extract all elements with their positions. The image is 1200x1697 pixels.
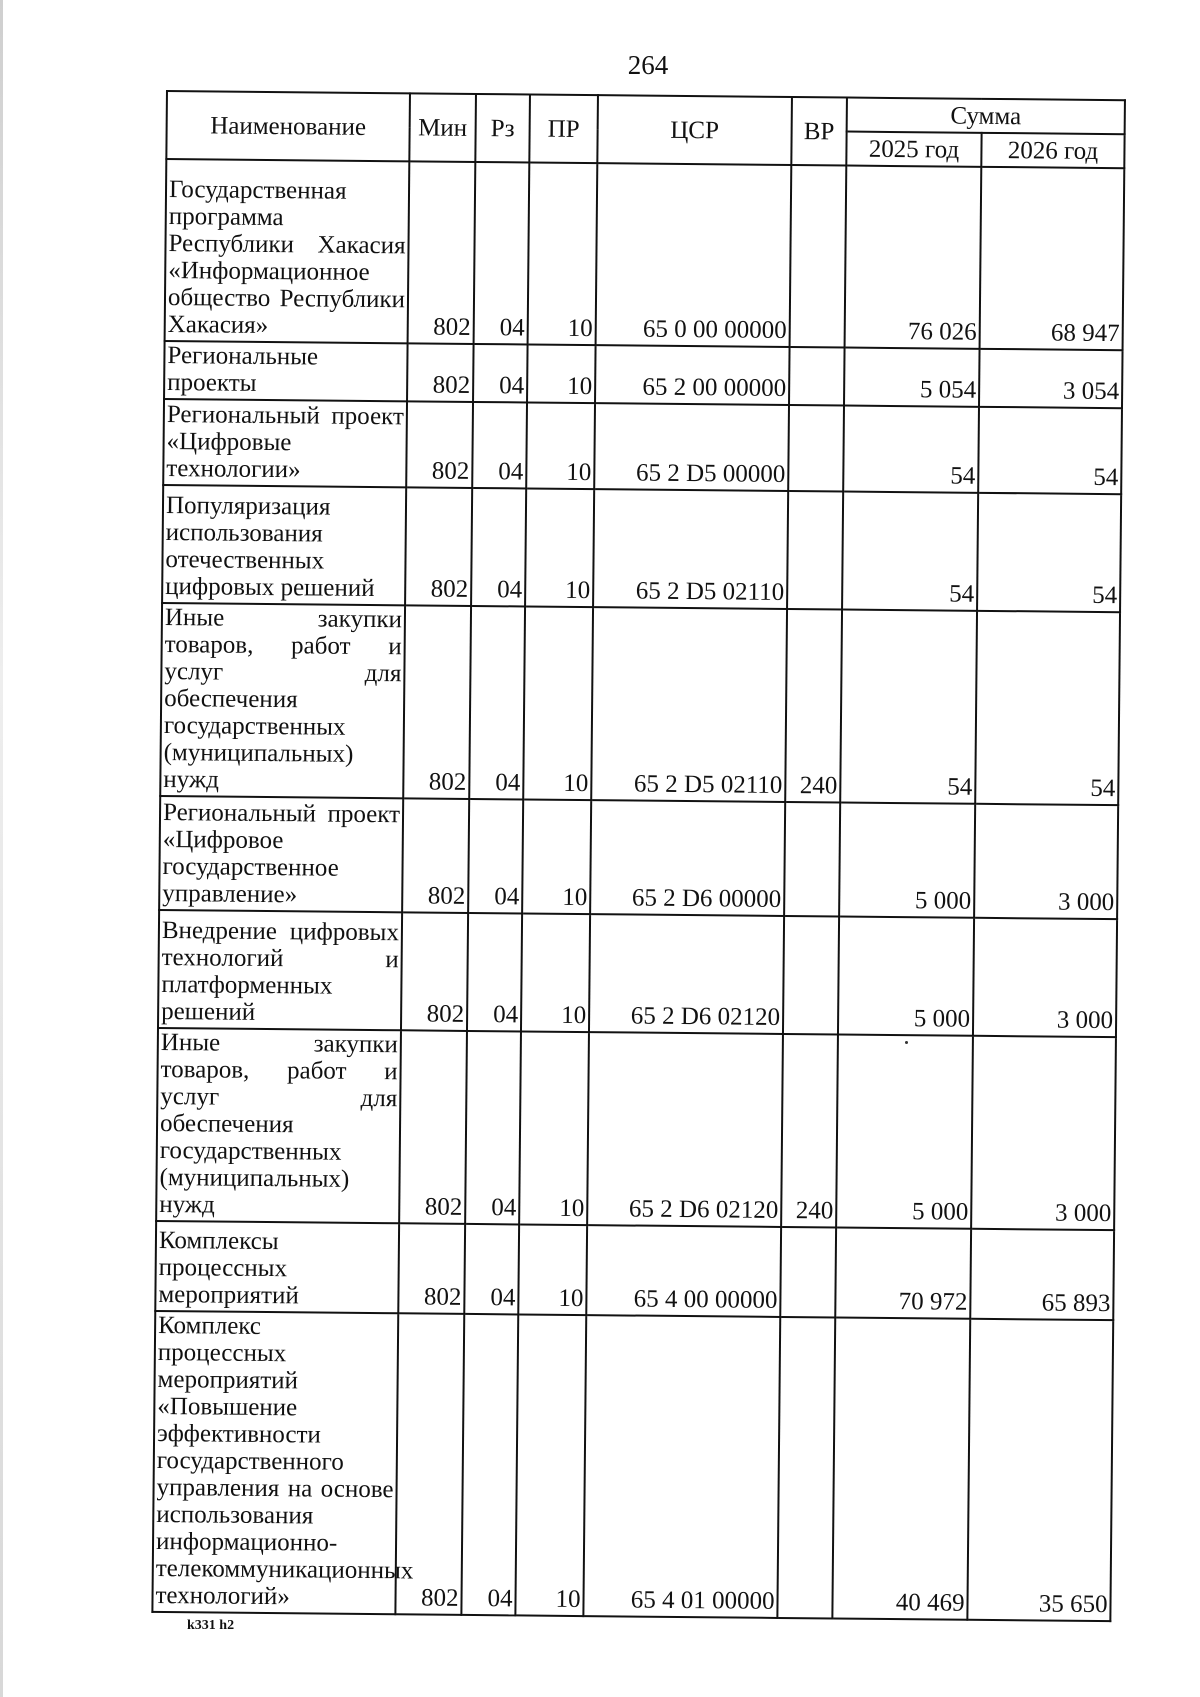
table-row <box>160 603 1120 805</box>
row-name: Комплексы процессных мероприятий <box>155 1221 399 1313</box>
row-pr: 10 <box>527 344 596 403</box>
row-rz: 04 <box>473 344 528 403</box>
row-sum-2026: 65 893 <box>970 1229 1114 1320</box>
header-pr: ПР <box>529 94 598 163</box>
header-rz: Рз <box>475 94 530 163</box>
page-number: 264 <box>627 50 669 80</box>
row-sum-2025: 5 000 <box>838 916 974 1035</box>
row-pr: 10 <box>515 1314 586 1616</box>
row-csr: 65 2 00 00000 <box>595 345 790 405</box>
header-vr: ВР <box>791 97 847 166</box>
row-vr: 240 <box>781 1034 838 1228</box>
row-vr <box>788 405 844 492</box>
row-sum-2025: 5 000 <box>836 1034 973 1228</box>
budget-table-container <box>151 90 1124 1622</box>
table-row <box>162 485 1121 612</box>
row-pr: 10 <box>518 1224 587 1315</box>
row-min: 802 <box>407 343 474 402</box>
row-sum-2025: 40 469 <box>832 1317 970 1619</box>
table-body <box>152 159 1124 1621</box>
table-header <box>166 91 1125 168</box>
row-pr: 10 <box>528 162 598 345</box>
row-sum-2025: 54 <box>842 492 978 611</box>
row-vr <box>790 165 847 348</box>
row-pr: 10 <box>526 402 595 489</box>
row-pr: 10 <box>522 799 591 914</box>
row-rz: 04 <box>468 799 523 914</box>
row-vr <box>783 916 839 1035</box>
row-name: Региональные проекты <box>164 341 408 401</box>
row-min: 802 <box>405 487 472 606</box>
row-csr: 65 2 D6 02120 <box>589 914 784 1034</box>
row-min: 802 <box>395 1313 464 1615</box>
table-row <box>159 796 1118 919</box>
row-rz: 04 <box>464 1224 519 1315</box>
table-row <box>164 341 1123 408</box>
footer-code: k331 h2 <box>187 1618 235 1633</box>
row-sum-2025: 76 026 <box>845 166 982 349</box>
row-csr: 65 4 00 00000 <box>586 1225 781 1317</box>
row-csr: 65 2 D5 00000 <box>594 403 789 491</box>
header-sum: Сумма <box>847 98 1125 135</box>
row-vr: 240 <box>785 609 842 803</box>
row-name: Популяризация использования отечественных цифровых решений <box>162 485 406 605</box>
row-rz: 04 <box>471 488 526 607</box>
row-sum-2026: 68 947 <box>980 167 1125 350</box>
table-row <box>158 910 1117 1037</box>
scan-edge <box>0 0 3 1697</box>
table-row <box>155 1221 1114 1320</box>
row-sum-2025: 54 <box>840 610 977 804</box>
row-min: 802 <box>406 401 473 488</box>
row-sum-2026: 3 000 <box>974 804 1118 919</box>
row-csr: 65 4 01 00000 <box>583 1315 780 1618</box>
row-rz: 04 <box>465 1031 521 1225</box>
row-rz: 04 <box>474 162 530 345</box>
header-year-2025: 2025 год <box>846 132 981 167</box>
table-row <box>165 159 1125 350</box>
row-name: Комплекс процессных мероприятий «Повышение эффективности государственного управления на основе использования информационно-телекоммуникационных технологий» <box>152 1311 398 1614</box>
row-csr: 65 2 D5 02110 <box>593 489 788 609</box>
row-sum-2025: 5 000 <box>839 803 975 918</box>
row-rz: 04 <box>469 606 525 800</box>
row-csr: 65 2 D5 02110 <box>591 607 787 802</box>
table-row <box>156 1028 1116 1230</box>
row-csr: 65 0 00 00000 <box>596 163 792 347</box>
row-min: 802 <box>402 798 469 913</box>
row-vr <box>789 347 845 406</box>
row-sum-2026: 3 054 <box>979 349 1123 408</box>
row-sum-2026: 3 000 <box>973 918 1117 1037</box>
row-sum-2026: 54 <box>977 493 1121 612</box>
row-vr <box>780 1227 836 1318</box>
row-min: 802 <box>401 912 468 1031</box>
row-min: 802 <box>398 1223 465 1314</box>
row-rz: 04 <box>461 1314 518 1616</box>
row-sum-2025: 54 <box>843 406 979 493</box>
row-min: 802 <box>403 605 471 799</box>
table-row <box>152 1311 1113 1621</box>
row-vr <box>787 491 843 610</box>
row-sum-2026: 35 650 <box>967 1319 1113 1621</box>
row-min: 802 <box>399 1030 467 1224</box>
row-pr: 10 <box>523 606 593 800</box>
row-name: Региональный проект «Цифровое государственное управление» <box>159 796 403 912</box>
row-min: 802 <box>408 161 476 344</box>
row-rz: 04 <box>467 913 522 1032</box>
header-year-2026: 2026 год <box>981 133 1124 168</box>
row-name: Государственная программа Республики Хакасия «Информационное общество Республики Хакасия» <box>165 159 410 343</box>
header-name: Наименование <box>166 91 410 161</box>
row-rz: 04 <box>472 402 527 489</box>
row-vr <box>784 802 840 917</box>
row-name: Региональный проект «Цифровые технологии» <box>163 399 407 487</box>
row-sum-2025: 70 972 <box>835 1227 971 1318</box>
row-pr: 10 <box>525 488 594 607</box>
row-sum-2026: 54 <box>978 407 1122 494</box>
row-sum-2026: 3 000 <box>971 1036 1116 1230</box>
row-pr: 10 <box>521 913 590 1032</box>
row-sum-2025: 5 054 <box>844 348 980 407</box>
row-csr: 65 2 D6 02120 <box>587 1032 783 1227</box>
budget-table <box>151 90 1126 1622</box>
row-name: Иные закупки товаров, работ и услуг для обеспечения государственных (муниципальных) нужд <box>160 603 405 798</box>
row-vr <box>777 1317 835 1619</box>
scan-speck <box>905 1041 908 1044</box>
row-name: Иные закупки товаров, работ и услуг для обеспечения государственных (муниципальных) нужд <box>156 1028 401 1223</box>
row-sum-2026: 54 <box>975 611 1120 805</box>
row-csr: 65 2 D6 00000 <box>590 800 785 916</box>
row-pr: 10 <box>519 1031 589 1225</box>
header-min: Мин <box>409 93 476 162</box>
row-name: Внедрение цифровых технологий и платформенных решений <box>158 910 402 1030</box>
header-csr: ЦСР <box>597 95 792 165</box>
table-row <box>163 399 1122 494</box>
